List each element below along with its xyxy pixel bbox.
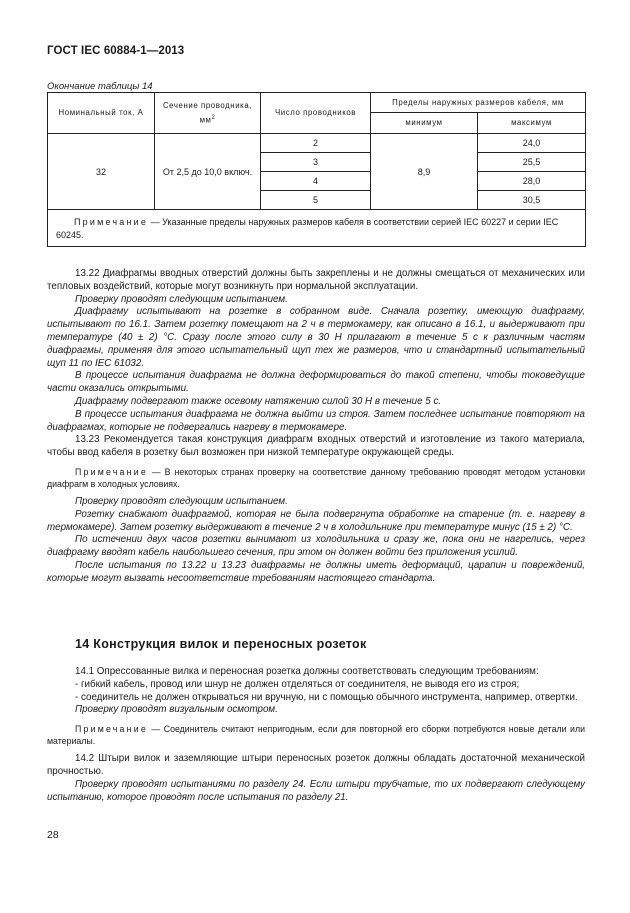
note xyxy=(47,723,585,747)
paragraph: 14.2 Штыри вилок и заземляющие штыри переносных розеток должны обладать достаточной механической прочностью. xyxy=(47,753,585,777)
header-max: максимум xyxy=(478,113,586,134)
cell-conductors: 5 xyxy=(261,191,371,210)
note-text: — В некоторых странах проверку на соответствие данному требованию проводят методом установки диафрагм в холодных условиях. xyxy=(47,466,585,489)
section-14-title: 14 Конструкция вилок и переносных розеток xyxy=(75,637,367,651)
paragraph: Проверку проводят испытаниями по разделу 24. Если штыри трубчатые, то их подвергают следующему испытанию, которое проводят после испытания по разделу 21. xyxy=(47,778,585,803)
paragraph: 14.1 Опрессованные вилка и переносная розетка должны соответствовать следующим требованиям: xyxy=(75,666,539,677)
clause-13-22-23 xyxy=(47,268,585,586)
paragraph: В процессе испытания диафрагма не должна выйти из строя. Затем последнее испытание повторяют на диафрагмах, которые не подвергались нагреву в термокамере. xyxy=(47,408,585,433)
cell-section: От 2,5 до 10,0 включ. xyxy=(155,134,261,210)
page-number: 28 xyxy=(47,829,59,841)
note xyxy=(47,466,585,490)
paragraph: 13.22 Диафрагмы вводных отверстий должны быть закреплены и не должны смещаться от механических или тепловых воздействий, которые могут возникнуть при нормальной эксплуатации. xyxy=(47,268,585,292)
note-text: — Указанные пределы наружных размеров кабеля в соответствии серией IEC 60227 и серии IEC 60245. xyxy=(56,217,559,240)
paragraph: В процессе испытания диафрагма не должна деформироваться до такой степени, чтобы токоведущие части оказались открытыми. xyxy=(47,370,585,395)
paragraph: - соединитель не должен открываться ни вручную, ни с помощью обычного инструмента, например, отвертки. xyxy=(75,691,578,703)
header-conductor-count: Число проводников xyxy=(261,93,371,134)
paragraph: Проверку проводят следующим испытанием. xyxy=(75,495,288,507)
header-cable-limits: Пределы наружных размеров кабеля, мм xyxy=(371,93,586,113)
header-rated-current: Номинальный ток, А xyxy=(48,93,155,134)
header-min: минимум xyxy=(371,113,478,134)
clause-14 xyxy=(47,666,585,804)
cell-current: 32 xyxy=(48,134,155,210)
paragraph: - гибкий кабель, провод или шнур не должен отделяться от соединителя, не выводя его из строя; xyxy=(75,678,520,690)
paragraph: По истечении двух часов розетки вынимают из холодильника и сразу же, пока они не нагрелись, через диафрагму вводят кабель наибольшего сечения, при этом он должен войти без приложения усилий. xyxy=(47,534,585,559)
paragraph: Диафрагму испытывают на розетке в собранном виде. Сначала розетку, имеющую диафрагму, испытывают по 16.1. Затем розетку помещают на 2 ч в термокамеру, как описано в 16.1, и выдерживают при температуре (40 ± 2) °C. Сразу после этого силу в 30 Н прилагают в течение 5 с к различным частям диафрагмы, применяя для этого испытательный щуп тех же размеров, что и стандартный испытательный щуп 11 по IEC 61032. xyxy=(47,306,585,369)
header-cross-section: Сечение проводника, $мм^2$ xyxy=(155,93,261,134)
paragraph: Проверку проводят визуальным осмотром. xyxy=(75,704,278,716)
paragraph: После испытания по 13.22 и 13.23 диафрагмы не должны иметь деформаций, царапин и повреждений, которые могут вызвать несоответствие требованиям настоящего стандарта. xyxy=(47,559,585,584)
cell-conductors: 3 xyxy=(261,153,371,172)
cell-conductors: 4 xyxy=(261,172,371,191)
paragraph: Розетку снабжают диафрагмой, которая не была подвергнута обработке на старение (т. е. нагреву в термокамере). Затем розетку выдерживают в течение 2 ч в холодильнике при температуре минус (15 ± 2) °C. xyxy=(47,508,585,533)
table-note xyxy=(48,210,586,247)
note-label: Примечание xyxy=(74,217,149,227)
cell-max: 28,0 xyxy=(478,172,586,191)
document-header: ГОСТ IEC 60884-1—2013 xyxy=(47,45,185,57)
paragraph: 13.23 Рекомендуется такая конструкция диафрагм входных отверстий и изготовление из такого материала, чтобы ввод кабеля в розетку был возможен при низкой температуре окружающей среды. xyxy=(47,434,585,459)
cell-max: 24,0 xyxy=(478,134,586,153)
note-label: Примечание xyxy=(75,466,148,477)
cell-max: 25,5 xyxy=(478,153,586,172)
note-label: Примечание xyxy=(75,724,148,735)
paragraph: Диафрагму подвергают также осевому натяжению силой 30 Н в течение 5 с. xyxy=(75,395,442,407)
table-caption: Окончание таблицы 14 xyxy=(47,81,153,92)
table-14 xyxy=(47,92,586,247)
note-text: — Соединитель считают непригодным, если для повторной его сборки потребуются новые детали или материалы. xyxy=(47,724,585,747)
cell-min: 8,9 xyxy=(371,134,478,210)
cell-max: 30,5 xyxy=(478,191,586,210)
cell-conductors: 2 xyxy=(261,134,371,153)
paragraph: Проверку проводят следующим испытанием. xyxy=(75,293,288,305)
